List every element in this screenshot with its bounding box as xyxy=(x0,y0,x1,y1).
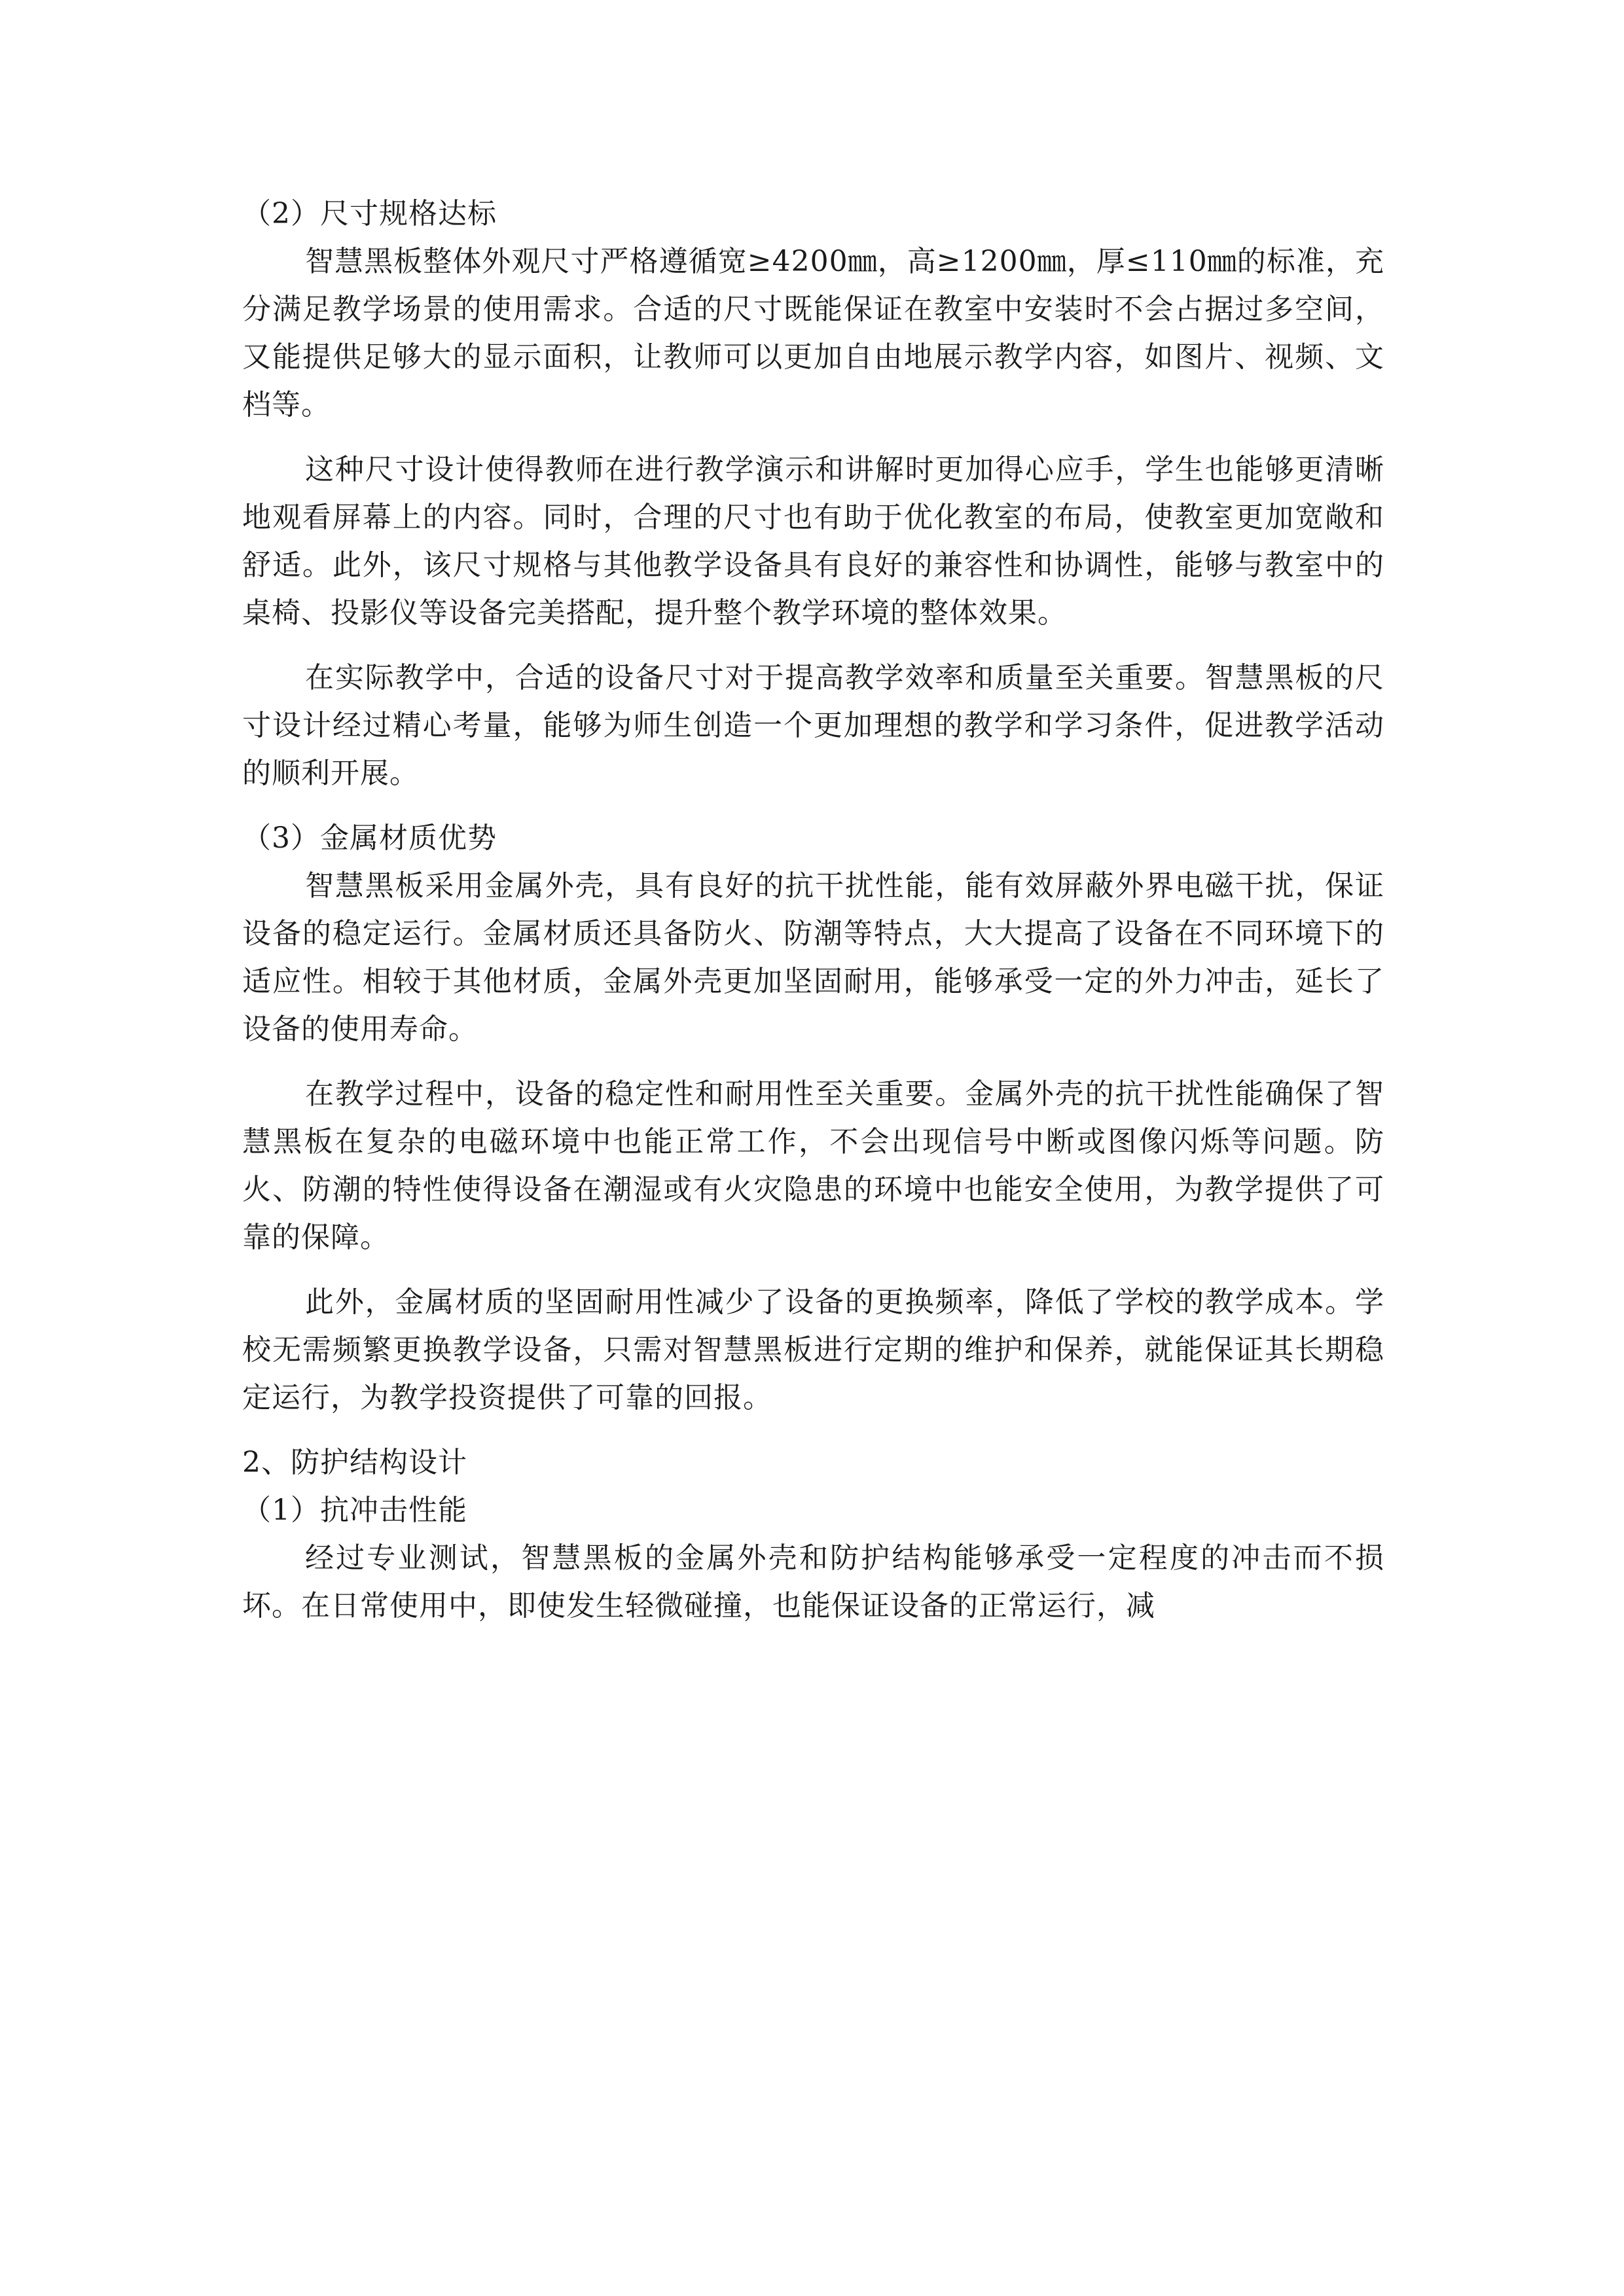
section-heading-impact-resistance: （1）抗冲击性能 xyxy=(242,1494,467,1527)
section-heading-size-spec: （2）尺寸规格达标 xyxy=(242,197,497,230)
paragraph-metal-material-1: 智慧黑板采用金属外壳，具有良好的抗干扰性能，能有效屏蔽外界电磁干扰，保证设备的稳定运行。金属材质还具备防火、防潮等特点，大大提高了设备在不同环境下的适应性。相较于其他材质，金属外壳更加坚固耐用，能够承受一定的外力冲击，延长了设备的使用寿命。 xyxy=(242,869,1384,1046)
paragraph-impact-resistance-1: 经过专业测试，智慧黑板的金属外壳和防护结构能够承受一定程度的冲击而不损坏。在日常使用中，即使发生轻微碰撞，也能保证设备的正常运行，减 xyxy=(242,1541,1384,1623)
document-page xyxy=(242,190,1384,1630)
paragraph-size-spec-1: 智慧黑板整体外观尺寸严格遵循宽≥4200㎜，高≥1200㎜，厚≤110㎜的标准，充分满足教学场景的使用需求。合适的尺寸既能保证在教室中安装时不会占据过多空间，又能提供足够大的显示面积，让教师可以更加自由地展示教学内容，如图片、视频、文档等。 xyxy=(242,245,1384,422)
paragraph-size-spec-3: 在实际教学中，合适的设备尺寸对于提高教学效率和质量至关重要。智慧黑板的尺寸设计经过精心考量，能够为师生创造一个更加理想的教学和学习条件，促进教学活动的顺利开展。 xyxy=(242,661,1384,790)
paragraph-size-spec-2: 这种尺寸设计使得教师在进行教学演示和讲解时更加得心应手，学生也能够更清晰地观看屏幕上的内容。同时，合理的尺寸也有助于优化教室的布局，使教室更加宽敞和舒适。此外，该尺寸规格与其他教学设备具有良好的兼容性和协调性，能够与教室中的桌椅、投影仪等设备完美搭配，提升整个教学环境的整体效果。 xyxy=(242,453,1384,630)
chapter-heading-protective-structure: 2、防护结构设计 xyxy=(242,1446,467,1479)
paragraph-metal-material-2: 在教学过程中，设备的稳定性和耐用性至关重要。金属外壳的抗干扰性能确保了智慧黑板在复杂的电磁环境中也能正常工作，不会出现信号中断或图像闪烁等问题。防火、防潮的特性使得设备在潮湿或有火灾隐患的环境中也能安全使用，为教学提供了可靠的保障。 xyxy=(242,1077,1384,1254)
paragraph-metal-material-3: 此外，金属材质的坚固耐用性减少了设备的更换频率，降低了学校的教学成本。学校无需频繁更换教学设备，只需对智慧黑板进行定期的维护和保养，就能保证其长期稳定运行，为教学投资提供了可靠的回报。 xyxy=(242,1285,1384,1414)
section-heading-metal-material: （3）金属材质优势 xyxy=(242,821,497,855)
